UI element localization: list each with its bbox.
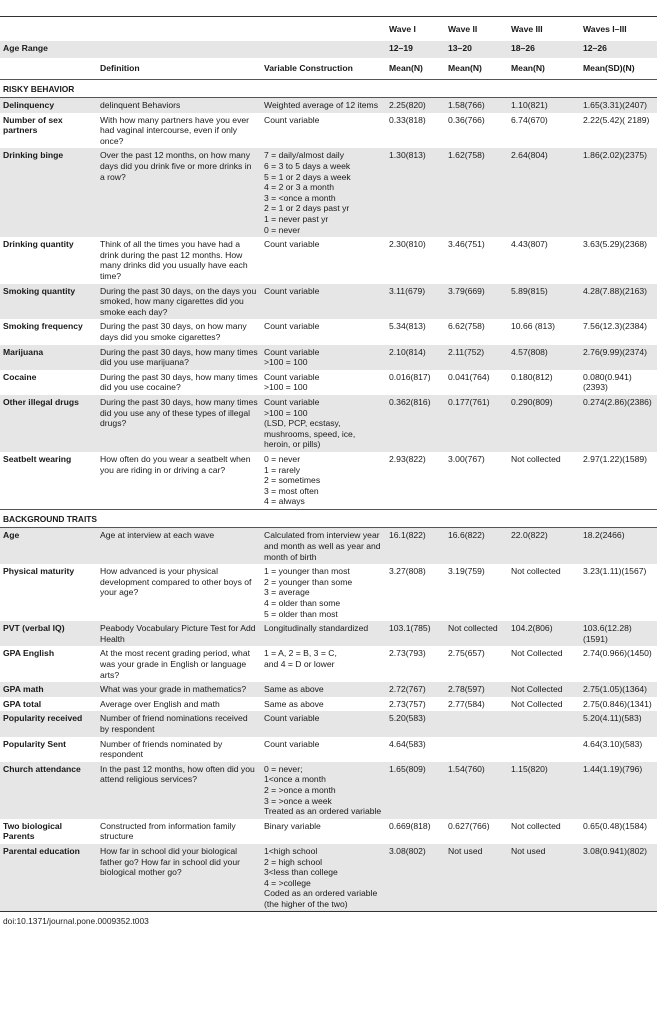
wave2-cell: 0.177(761) <box>445 395 508 452</box>
table-row <box>0 646 657 682</box>
table-row <box>0 528 657 564</box>
waves-all-cell: 103.6(12.28)(1591) <box>580 621 657 646</box>
table-row <box>0 237 657 283</box>
definition-cell: Number of friends nominated by respondent <box>100 738 223 760</box>
section-title: BACKGROUND TRAITS <box>0 509 657 528</box>
construction-cell: Count variable <box>261 711 386 736</box>
wave3-cell: Not Collected <box>511 648 563 659</box>
construction-cell: 1 = A, 2 = B, 3 = C, and 4 = D or lower <box>264 648 337 669</box>
wave2-cell: 3.19(759) <box>448 566 485 577</box>
header-cell <box>0 17 97 41</box>
waves-all-cell: 0.274(2.86)(2386) <box>580 395 657 452</box>
column-label: Mean(N) <box>448 63 482 73</box>
definition-cell: Over the past 12 months, on how many days did you drink five or more drinks in a row? <box>97 148 261 237</box>
table-row <box>0 697 657 712</box>
wave3-cell: 2.64(804) <box>508 148 580 237</box>
waves-all-cell: 2.74(0.966)(1450) <box>583 648 652 659</box>
wave1-cell: 5.20(583) <box>386 711 445 736</box>
wave1-cell: 2.25(820) <box>386 98 445 113</box>
definition-cell: How often do you wear a seatbelt when you are riding in or driving a car? <box>100 453 251 475</box>
doi-caption: doi:10.1371/journal.pone.0009352.t003 <box>3 916 149 927</box>
construction-cell: Same as above <box>264 698 324 709</box>
wave1-cell: 2.93(822) <box>389 453 426 464</box>
waves-all-cell: 18.2(2466) <box>580 528 657 564</box>
wave2-cell: Not collected <box>445 621 508 646</box>
table-body <box>0 17 657 911</box>
table-row <box>0 737 657 762</box>
variable-name: Seatbelt wearing <box>3 453 72 464</box>
wave1-cell: 2.73(757) <box>389 698 426 709</box>
variable-name: Drinking binge <box>0 148 97 237</box>
wave1-cell: 2.10(814) <box>386 345 445 370</box>
table-row <box>0 319 657 344</box>
wave3-cell: 0.290(809) <box>508 395 580 452</box>
definition-cell: During the past 30 days, on how many days did you smoke cigarettes? <box>100 321 247 342</box>
variable-name: GPA total <box>3 698 42 709</box>
wave3-cell: 10.66 (813) <box>511 321 555 332</box>
wave1-cell: 0.362(816) <box>386 395 445 452</box>
table-row <box>0 564 657 621</box>
waves-all-cell: 2.76(9.99)(2374) <box>580 345 657 370</box>
variable-name: GPA math <box>0 682 97 697</box>
waves-all-cell: 3.23(1.11)(1567) <box>583 566 647 577</box>
wave1-cell: 2.73(793) <box>389 648 426 659</box>
construction-cell: Count variable >100 = 100 <box>264 371 320 393</box>
top-rule <box>0 0 657 17</box>
table-row <box>0 98 657 113</box>
construction-cell: Binary variable <box>264 820 321 831</box>
header-cell: Waves I–III <box>583 24 627 34</box>
wave3-cell: 6.74(670) <box>511 114 548 125</box>
age-range-row <box>0 41 657 58</box>
variable-name: Drinking quantity <box>3 239 74 250</box>
wave3-cell: Not collected <box>511 566 561 577</box>
construction-cell: Count variable >100 = 100 (LSD, PCP, ecstasy, mushrooms, speed, ice, heroin, or pills) <box>261 395 386 452</box>
wave-header-row <box>0 17 657 41</box>
wave3-cell: Not collected <box>511 453 561 464</box>
construction-cell: Count variable <box>264 114 320 125</box>
table-row <box>0 452 657 509</box>
wave2-cell: 3.46(751) <box>448 239 485 250</box>
header-cell <box>261 17 386 41</box>
construction-cell: 0 = never 1 = rarely 2 = sometimes 3 = most often 4 = always <box>264 453 321 507</box>
variable-name: Delinquency <box>0 98 97 113</box>
wave3-cell: Not Collected <box>511 698 563 709</box>
construction-cell: Count variable <box>264 738 320 749</box>
wave2-cell: 0.627(766) <box>448 820 490 831</box>
wave1-cell: 0.016(817) <box>389 371 431 382</box>
waves-all-cell: 1.44(1.19)(796) <box>580 762 657 819</box>
wave3-cell <box>508 737 580 762</box>
variable-name: Parental education <box>0 844 97 912</box>
wave1-cell: 3.08(802) <box>386 844 445 912</box>
wave1-cell: 0.669(818) <box>389 820 431 831</box>
variable-name: Popularity received <box>0 711 97 736</box>
table-row <box>0 113 657 149</box>
construction-cell: Weighted average of 12 items <box>261 98 386 113</box>
column-label-row <box>0 58 657 79</box>
definition-cell: delinquent Behaviors <box>97 98 261 113</box>
table-row <box>0 284 657 320</box>
wave1-cell: 1.65(809) <box>386 762 445 819</box>
wave2-cell <box>445 737 508 762</box>
wave2-cell: 1.58(766) <box>445 98 508 113</box>
wave1-cell: 1.30(813) <box>386 148 445 237</box>
table-row <box>0 682 657 697</box>
variable-name: Physical maturity <box>3 566 75 577</box>
table-row <box>0 621 657 646</box>
waves-all-cell: 3.08(0.941)(802) <box>580 844 657 912</box>
definition-cell: During the past 30 days, on the days you smoked, how many cigarettes did you smoke each day? <box>97 284 261 320</box>
age-range-cell: 18–26 <box>508 41 580 58</box>
wave1-cell: 4.64(583) <box>389 738 426 749</box>
construction-cell: Count variable <box>264 239 320 250</box>
waves-all-cell: 2.22(5.42)( 2189) <box>583 114 650 125</box>
construction-cell: 1<high school 2 = high school 3<less than college 4 = >college Coded as an ordered variable (the higher of the two) <box>261 844 386 912</box>
wave1-cell: 3.27(808) <box>389 566 426 577</box>
construction-cell: Same as above <box>261 682 386 697</box>
wave1-cell: 3.11(679) <box>386 284 445 320</box>
definition-cell: With how many partners have you ever had vaginal intercourse, even if only once? <box>100 114 250 146</box>
definition-cell: How far in school did your biological father go? How far in school did your biological mother go? <box>97 844 261 912</box>
variable-name: Popularity Sent <box>3 738 67 749</box>
column-label: Mean(N) <box>389 63 423 73</box>
header-cell: Wave I <box>389 24 416 34</box>
waves-all-cell: 0.65(0.48)(1584) <box>583 820 648 831</box>
table-row <box>0 711 657 736</box>
wave3-cell: 4.57(808) <box>508 345 580 370</box>
wave3-cell: 1.15(820) <box>508 762 580 819</box>
wave3-cell: Not Collected <box>508 682 580 697</box>
wave3-cell: 4.43(807) <box>511 239 548 250</box>
waves-all-cell: 2.75(1.05)(1364) <box>580 682 657 697</box>
wave3-cell: 0.180(812) <box>511 371 553 382</box>
header-cell: Wave II <box>448 24 478 34</box>
wave3-cell: 1.10(821) <box>508 98 580 113</box>
column-label: Variable Construction <box>264 63 353 73</box>
construction-cell: 7 = daily/almost daily 6 = 3 to 5 days a week 5 = 1 or 2 days a week 4 = 2 or 3 a month 3 = <once a month 2 = 1 or 2 days past yr 1 = never past yr 0 = never <box>261 148 386 237</box>
construction-cell: Count variable >100 = 100 <box>261 345 386 370</box>
variable-name: Smoking quantity <box>0 284 97 320</box>
waves-all-cell: 3.63(5.29)(2368) <box>583 239 648 250</box>
wave1-cell: 2.30(810) <box>389 239 426 250</box>
waves-all-cell: 4.28(7.88)(2163) <box>580 284 657 320</box>
definition-cell: Average over English and math <box>100 698 220 709</box>
definition-cell: Constructed from information family structure <box>100 820 236 842</box>
wave2-cell: Not used <box>445 844 508 912</box>
wave2-cell: 2.77(584) <box>448 698 485 709</box>
table-row <box>0 762 657 819</box>
column-label: Mean(SD)(N) <box>583 63 635 73</box>
column-label: Definition <box>100 63 140 73</box>
construction-cell: Count variable <box>261 284 386 320</box>
variable-name: PVT (verbal IQ) <box>0 621 97 646</box>
wave3-cell: 104.2(806) <box>508 621 580 646</box>
wave3-cell: 5.89(815) <box>508 284 580 320</box>
wave2-cell: 6.62(758) <box>448 321 485 332</box>
wave2-cell: 3.00(767) <box>448 453 485 464</box>
waves-all-cell: 2.75(0.846)(1341) <box>583 698 652 709</box>
wave1-cell: 16.1(822) <box>386 528 445 564</box>
wave1-cell: 0.33(818) <box>389 114 426 125</box>
age-range-cell: 12–19 <box>386 41 445 58</box>
wave1-cell: 2.72(767) <box>386 682 445 697</box>
age-range-cell: 13–20 <box>445 41 508 58</box>
wave1-cell: 5.34(813) <box>389 321 426 332</box>
construction-cell: Longitudinally standardized <box>261 621 386 646</box>
waves-all-cell: 1.65(3.31)(2407) <box>580 98 657 113</box>
waves-all-cell: 1.86(2.02)(2375) <box>580 148 657 237</box>
definition-cell: At the most recent grading period, what was your grade in English or language arts? <box>100 648 250 680</box>
section-header-row <box>0 79 657 98</box>
wave2-cell: 1.54(760) <box>445 762 508 819</box>
header-cell: Wave III <box>511 24 543 34</box>
wave2-cell: 0.36(766) <box>448 114 485 125</box>
wave1-cell: 103.1(785) <box>386 621 445 646</box>
age-range-label: Age Range <box>0 41 386 58</box>
definition-cell: Age at interview at each wave <box>97 528 261 564</box>
definition-cell: During the past 30 days, how many times did you use marijuana? <box>97 345 261 370</box>
variable-name: Cocaine <box>3 371 37 382</box>
table-row <box>0 148 657 237</box>
variable-name: Age <box>0 528 97 564</box>
variable-name: Other illegal drugs <box>0 395 97 452</box>
wave2-cell: 2.75(657) <box>448 648 485 659</box>
variable-name: Church attendance <box>0 762 97 819</box>
definition-cell: Peabody Vocabulary Picture Test for Add Health <box>97 621 261 646</box>
waves-all-cell: 7.56(12.3)(2384) <box>583 321 648 332</box>
wave2-cell: 16.6(822) <box>445 528 508 564</box>
section-header-row <box>0 509 657 528</box>
wave2-cell: 0.041(764) <box>448 371 490 382</box>
waves-all-cell: 2.97(1.22)(1589) <box>583 453 648 464</box>
wave2-cell <box>445 711 508 736</box>
definition-cell: What was your grade in mathematics? <box>97 682 261 697</box>
table-row <box>0 395 657 452</box>
waves-all-cell: 4.64(3.10)(583) <box>583 738 643 749</box>
table-row <box>0 819 657 844</box>
variable-name: Number of sex partners <box>3 114 63 136</box>
section-title: RISKY BEHAVIOR <box>0 79 657 98</box>
table-row <box>0 370 657 395</box>
wave3-cell: 22.0(822) <box>508 528 580 564</box>
wave2-cell: 1.62(758) <box>445 148 508 237</box>
variable-name: GPA English <box>3 648 55 659</box>
definition-cell: During the past 30 days, how many times did you use cocaine? <box>100 371 258 393</box>
column-label: Mean(N) <box>511 63 545 73</box>
wave3-cell: Not collected <box>511 820 561 831</box>
wave3-cell: Not used <box>508 844 580 912</box>
construction-cell: Calculated from interview year and month as well as year and month of birth <box>261 528 386 564</box>
definition-cell: Think of all the times you have had a drink during the past 12 months. How many drinks did you usually have each time? <box>100 239 248 281</box>
age-range-cell: 12–26 <box>580 41 657 58</box>
waves-all-cell: 5.20(4.11)(583) <box>580 711 657 736</box>
table-row <box>0 844 657 912</box>
wave2-cell: 2.78(597) <box>445 682 508 697</box>
wave2-cell: 2.11(752) <box>445 345 508 370</box>
definition-cell: Number of friend nominations received by respondent <box>97 711 261 736</box>
table-row <box>0 345 657 370</box>
definition-cell: How advanced is your physical development compared to other boys of your age? <box>100 566 252 598</box>
waves-all-cell: 0.080(0.941)(2393) <box>583 371 632 393</box>
header-cell <box>97 17 261 41</box>
definition-cell: During the past 30 days, how many times did you use any of these types of illegal drugs? <box>97 395 261 452</box>
wave2-cell: 3.79(669) <box>445 284 508 320</box>
definition-cell: In the past 12 months, how often did you attend religious services? <box>97 762 261 819</box>
variable-name: Marijuana <box>0 345 97 370</box>
construction-cell: Count variable <box>264 321 320 332</box>
variable-name: Two biological Parents <box>3 820 63 842</box>
variables-table <box>0 17 657 911</box>
construction-cell: 0 = never; 1<once a month 2 = >once a month 3 = >once a week Treated as an ordered variable <box>261 762 386 819</box>
construction-cell: 1 = younger than most 2 = younger than some 3 = average 4 = older than some 5 = older than most <box>264 566 353 619</box>
wave3-cell <box>508 711 580 736</box>
column-label <box>0 58 97 79</box>
variable-name: Smoking frequency <box>3 321 83 332</box>
